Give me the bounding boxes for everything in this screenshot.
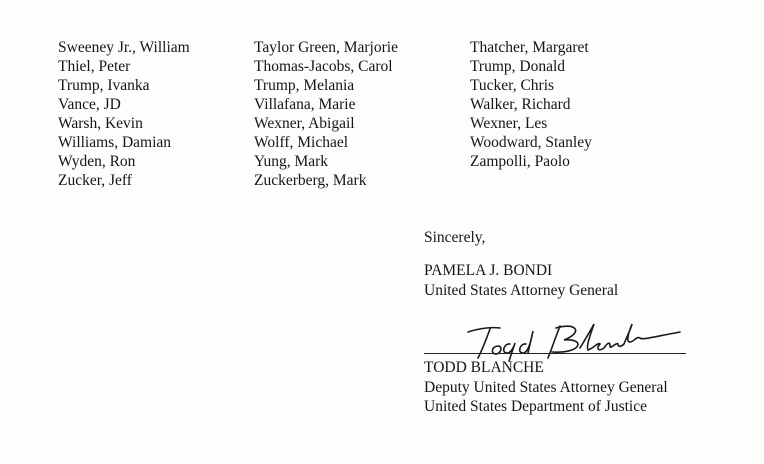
signatory-blanche <box>424 358 668 417</box>
signatory-name: PAMELA J. BONDI <box>424 262 553 279</box>
name-entry: Yung, Mark <box>254 153 329 170</box>
name-entry: Woodward, Stanley <box>470 134 592 151</box>
name-entry: Tucker, Chris <box>470 77 555 94</box>
name-entry: Trump, Melania <box>254 77 355 94</box>
closing: Sincerely, <box>424 229 486 246</box>
name-entry: Taylor Green, Marjorie <box>254 39 398 56</box>
signatory-title: Deputy United States Attorney General <box>424 378 668 396</box>
name-entry: Wyden, Ron <box>58 153 136 170</box>
name-entry: Zucker, Jeff <box>58 172 132 189</box>
name-entry: Thomas-Jacobs, Carol <box>254 58 393 75</box>
signature-line <box>424 353 686 354</box>
signatory-department: United States Department of Justice <box>424 398 647 415</box>
name-entry: Walker, Richard <box>470 96 571 113</box>
signatory-bondi <box>424 261 618 300</box>
name-entry: Wexner, Les <box>470 115 548 132</box>
name-entry: Wolff, Michael <box>254 134 349 151</box>
name-entry: Zuckerberg, Mark <box>254 172 367 189</box>
name-entry: Zampolli, Paolo <box>470 153 570 170</box>
name-entry: Vance, JD <box>58 96 121 113</box>
name-entry: Williams, Damian <box>58 134 172 151</box>
handwritten-signature <box>460 318 700 363</box>
signatory-name: TODD BLANCHE <box>424 359 544 376</box>
name-entry: Warsh, Kevin <box>58 115 143 132</box>
names-column-3 <box>470 38 592 171</box>
name-entry: Sweeney Jr., William <box>58 39 190 56</box>
name-entry: Wexner, Abigail <box>254 115 355 132</box>
name-entry: Trump, Donald <box>470 58 566 75</box>
name-entry: Thiel, Peter <box>58 58 131 75</box>
signatory-title: United States Attorney General <box>424 281 619 299</box>
names-column-1 <box>58 38 190 190</box>
name-entry: Trump, Ivanka <box>58 77 150 94</box>
name-entry: Thatcher, Margaret <box>470 39 589 56</box>
name-entry: Villafana, Marie <box>254 96 356 113</box>
names-column-2 <box>254 38 398 190</box>
